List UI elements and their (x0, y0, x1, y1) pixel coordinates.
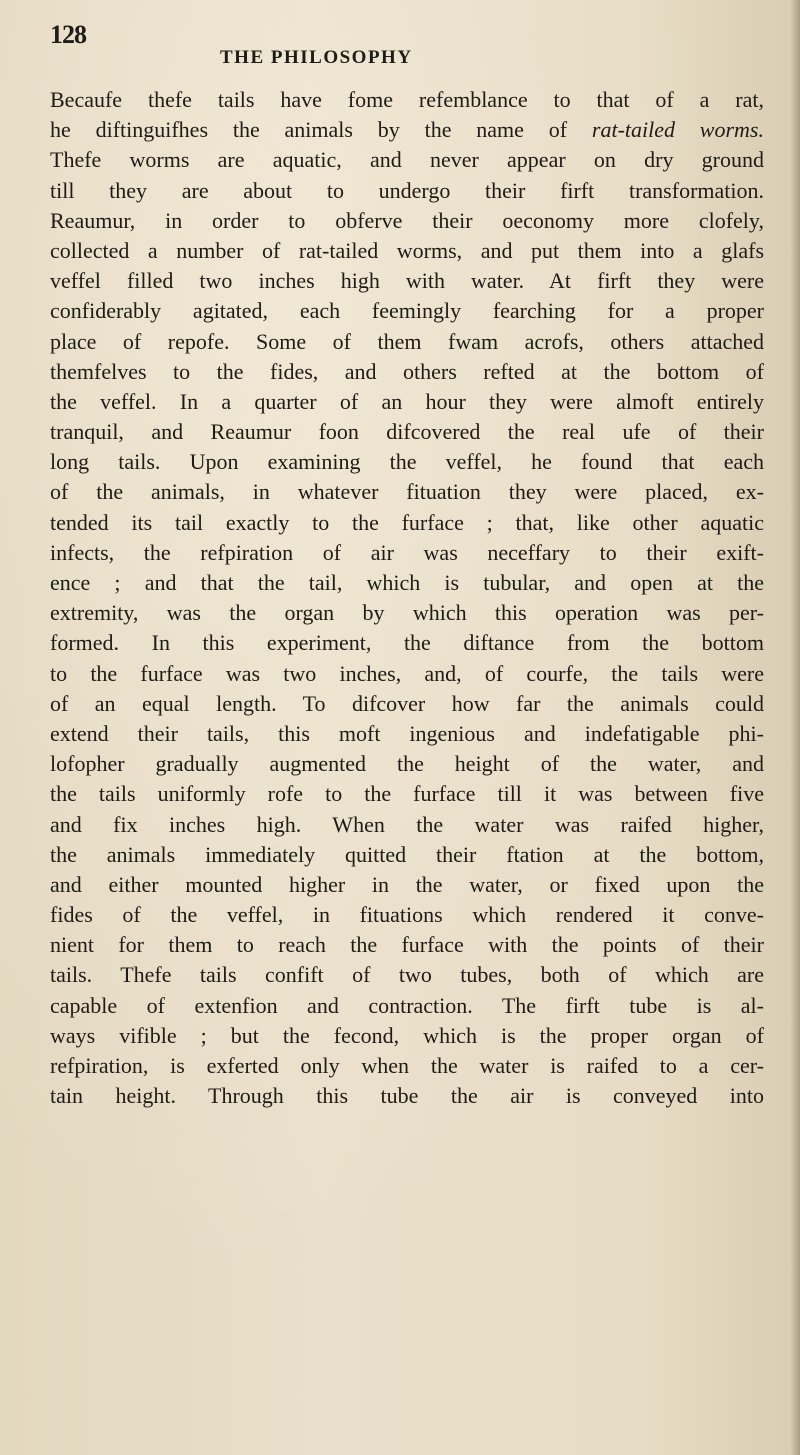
text-line: till they are about to undergo their firft transformation. (50, 177, 764, 203)
running-head: THE PHILOSOPHY (220, 47, 413, 68)
text-line: the tails uniformly rofe to the furface till it was between five (50, 781, 764, 807)
text-line: ways vifible ; but the fecond, which is the proper organ of (50, 1022, 764, 1048)
text-line: themfelves to the fides, and others refted at the bottom of (50, 358, 764, 384)
text-line: long tails. Upon examining the veffel, he found that each (50, 449, 764, 475)
text-line: ence ; and that the tail, which is tubular, and open at the (50, 570, 764, 595)
text-line: refpiration, is exferted only when the water is raifed to a cer- (50, 1053, 764, 1078)
text-line: fides of the veffel, in fituations which rendered it conve- (50, 902, 764, 928)
body-text (50, 85, 764, 1111)
text-line: Thefe worms are aquatic, and never appear on dry ground (50, 147, 764, 173)
text-line: tended its tail exactly to the furface ; that, like other aquatic (50, 509, 764, 535)
text-line (50, 115, 764, 145)
text-line-prefix: he diftinguifhes the animals by the name of (50, 117, 592, 143)
text-line: nient for them to reach the furface with the points of their (50, 932, 764, 958)
text-line: and either mounted higher in the water, or fixed upon the (50, 871, 764, 897)
text-line: tranquil, and Reaumur foon difcovered the real ufe of their (50, 419, 764, 445)
text-line: of an equal length. To difcover how far the animals could (50, 690, 764, 716)
text-line: formed. In this experiment, the diftance from the bottom (50, 630, 764, 656)
page-number: 128 (50, 20, 86, 49)
text-line: and fix inches high. When the water was raifed higher, (50, 811, 764, 837)
text-line: place of repofe. Some of them fwam acrofs, others attached (50, 328, 764, 354)
text-line: capable of extenfion and contraction. The firft tube is al- (50, 992, 764, 1018)
text-line: of the animals, in whatever fituation they were placed, ex- (50, 479, 764, 505)
text-line: tails. Thefe tails confift of two tubes, both of which are (50, 962, 764, 988)
text-line: the veffel. In a quarter of an hour they were almoft entirely (50, 388, 764, 414)
text-line: Becaufe thefe tails have fome refemblance to that of a rat, (50, 87, 764, 112)
text-line: Reaumur, in order to obferve their oeconomy more clofely, (50, 207, 764, 233)
text-line: extend their tails, this moft ingenious and indefatigable phi- (50, 720, 764, 746)
text-line: collected a number of rat-tailed worms, and put them into a glafs (50, 237, 764, 263)
text-line: to the furface was two inches, and, of courfe, the tails were (50, 660, 764, 686)
text-line: infects, the refpiration of air was neceffary to their exift- (50, 539, 764, 565)
text-line: tain height. Through this tube the air is conveyed into (50, 1083, 764, 1109)
text-line: veffel filled two inches high with water. At firft they were (50, 268, 764, 294)
text-line: confiderably agitated, each feemingly fearching for a proper (50, 298, 764, 324)
page-edge-shadow (790, 0, 800, 1455)
italic-term: rat-tailed worms. (591, 117, 764, 143)
text-line: extremity, was the organ by which this operation was per- (50, 600, 764, 626)
text-line: the animals immediately quitted their ftation at the bottom, (50, 841, 764, 867)
text-line: lofopher gradually augmented the height of the water, and (50, 751, 764, 777)
